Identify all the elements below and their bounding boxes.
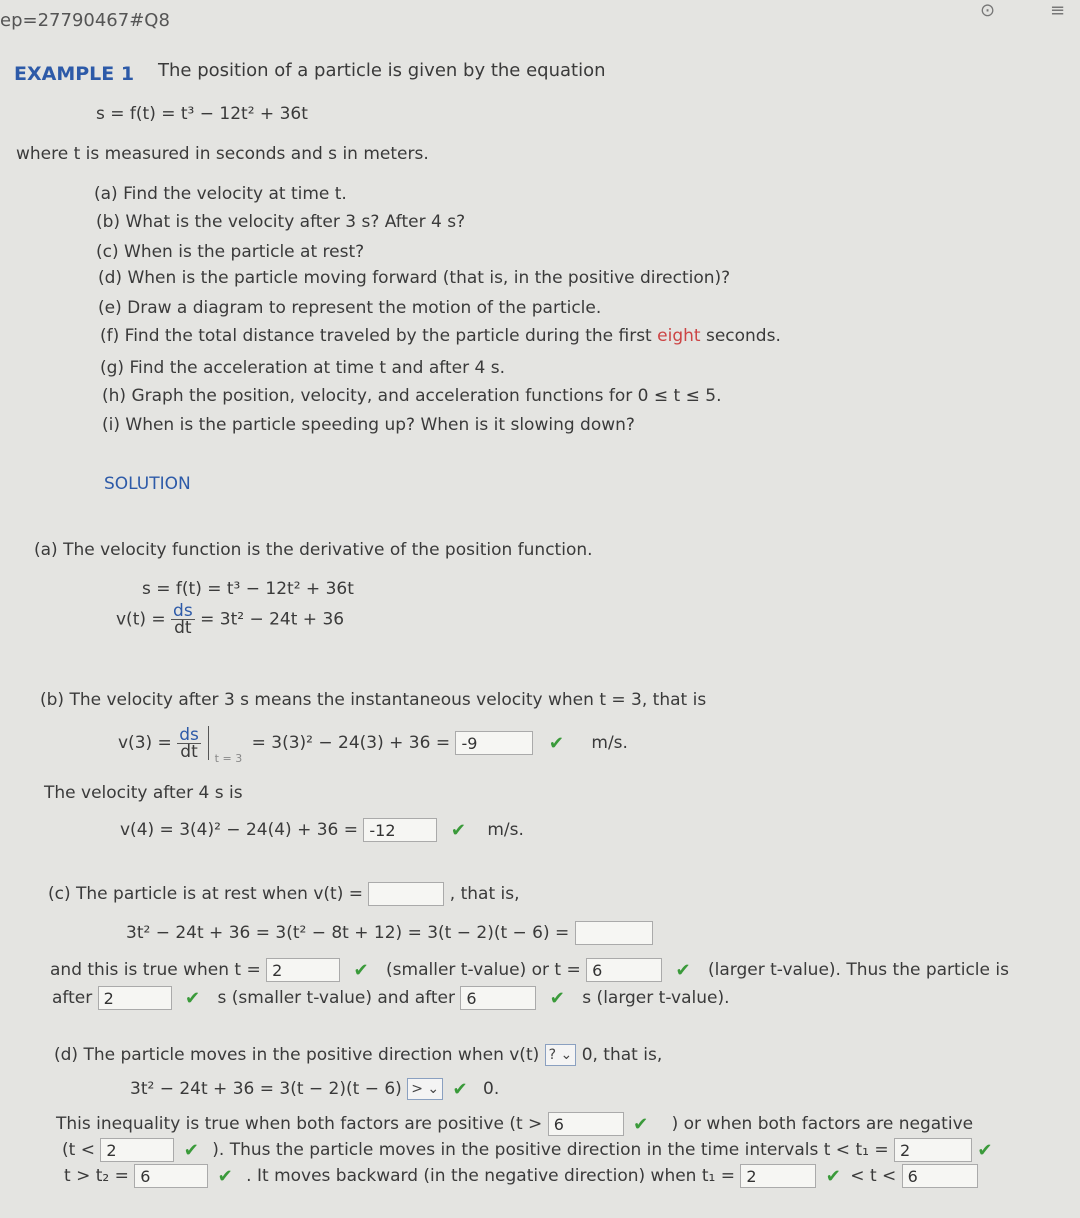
check-icon: ✔ xyxy=(452,1078,468,1100)
sol-d-line3 xyxy=(56,1112,973,1136)
frac-num-b: ds xyxy=(179,724,199,745)
sol-c-tail: , that is, xyxy=(449,884,520,904)
part-g: (g) Find the acceleration at time t and after 4 s. xyxy=(100,358,505,378)
part-h: (h) Graph the position, velocity, and acceleration functions for 0 ≤ t ≤ 5. xyxy=(102,386,722,406)
sol-a-eq1: s = f(t) = t³ − 12t² + 36t xyxy=(142,579,354,599)
sol-d-line3-b: ) or when both factors are negative xyxy=(671,1114,974,1134)
sol-c-line4 xyxy=(52,986,729,1010)
sol-b-eq2-text: v(4) = 3(4)² − 24(4) + 36 = xyxy=(120,820,358,840)
sol-d-eq-tail: 0. xyxy=(483,1079,500,1099)
answer-v3-input[interactable]: -9 xyxy=(455,731,533,755)
sol-d-line5 xyxy=(64,1164,978,1188)
check-icon: ✔ xyxy=(183,1139,199,1161)
frac-den-b: dt xyxy=(180,741,198,762)
sol-c-line3-a: and this is true when t = xyxy=(50,960,261,980)
answer-back2-input[interactable]: 6 xyxy=(902,1164,978,1188)
answer-pos-input[interactable]: 6 xyxy=(548,1112,624,1136)
sol-d-text: (d) The particle moves in the positive direction when v(t) xyxy=(54,1045,540,1065)
sol-d-line4-a: (t < xyxy=(62,1140,95,1160)
answer-zero-input[interactable] xyxy=(575,921,653,945)
sol-d-line5-b: . It moves backward (in the negative direction) when t₁ = xyxy=(246,1166,735,1186)
check-icon: ✔ xyxy=(217,1165,233,1187)
part-e: (e) Draw a diagram to represent the motion of the particle. xyxy=(98,298,602,318)
sol-d-line3-a: This inequality is true when both factors are positive (t > xyxy=(56,1114,543,1134)
part-b: (b) What is the velocity after 3 s? After 4 s? xyxy=(96,212,466,232)
answer-d-t1-input[interactable]: 2 xyxy=(894,1138,972,1162)
eval-sub: t = 3 xyxy=(214,752,243,765)
sol-c-line3-c: (larger t-value). Thus the particle is xyxy=(708,960,1009,980)
url-fragment: ep=27790467#Q8 xyxy=(0,10,170,31)
sol-a-eq2 xyxy=(116,603,344,636)
frac-num: ds xyxy=(173,601,193,621)
check-icon: ✔ xyxy=(977,1139,993,1161)
sol-d-line5-c: < t < xyxy=(850,1166,897,1186)
answer-d-t2-input[interactable]: 6 xyxy=(134,1164,208,1188)
unit-label: m/s. xyxy=(487,820,524,840)
sol-a-eq2-lhs: v(t) = xyxy=(116,609,166,630)
part-f-text: (f) Find the total distance traveled by the particle during the first xyxy=(100,326,652,346)
answer-after1-input[interactable]: 2 xyxy=(98,986,172,1010)
chevron-down-icon: ⌄ xyxy=(427,1081,440,1097)
inequality-select-1[interactable] xyxy=(545,1044,577,1066)
where-text: where t is measured in seconds and s in meters. xyxy=(16,144,429,164)
check-icon: ✔ xyxy=(548,732,564,754)
example-label: EXAMPLE 1 xyxy=(14,63,135,85)
sol-d-eq-text: 3t² − 24t + 36 = 3(t − 2)(t − 6) xyxy=(130,1079,402,1099)
part-i: (i) When is the particle speeding up? When is it slowing down? xyxy=(102,415,635,435)
sol-b-eq-rhs: = 3(3)² − 24(3) + 36 = xyxy=(251,733,451,753)
check-icon: ✔ xyxy=(825,1165,841,1187)
sol-d-line4-b: ). Thus the particle moves in the positive direction in the time intervals t < t₁ = xyxy=(212,1140,889,1160)
part-f-highlight: eight xyxy=(657,326,701,346)
sol-c-line4-a: after xyxy=(52,988,93,1008)
check-icon: ✔ xyxy=(353,959,369,981)
answer-t2-input[interactable]: 6 xyxy=(586,958,662,982)
sol-c-line3-b: (smaller t-value) or t = xyxy=(386,960,581,980)
sol-c-eq-text: 3t² − 24t + 36 = 3(t² − 8t + 12) = 3(t − 2)(t − 6) = xyxy=(126,923,570,943)
reference-icon[interactable]: ⊙ xyxy=(980,0,996,21)
unit-label: m/s. xyxy=(591,733,628,753)
sol-b-eq2 xyxy=(120,818,524,842)
frac-den: dt xyxy=(174,618,192,638)
derivative-fraction-b xyxy=(177,724,201,762)
check-icon: ✔ xyxy=(450,819,466,841)
sol-d-line1 xyxy=(54,1044,662,1066)
part-d: (d) When is the particle moving forward (that is, in the positive direction)? xyxy=(98,268,731,288)
sol-a-text: (a) The velocity function is the derivative of the position function. xyxy=(34,540,593,560)
sol-d-line5-a: t > t₂ = xyxy=(64,1166,129,1186)
sol-c-eq xyxy=(126,921,653,945)
derivative-fraction xyxy=(171,603,195,636)
sol-d-eq xyxy=(130,1078,499,1100)
select-1-value: ? xyxy=(548,1047,557,1063)
part-f-tail: seconds. xyxy=(705,326,781,346)
sol-b-eq-lhs: v(3) = xyxy=(118,733,172,753)
sol-c-line4-b: s (smaller t-value) and after xyxy=(217,988,455,1008)
chevron-down-icon: ⌄ xyxy=(560,1047,573,1063)
sol-c-line1 xyxy=(48,882,520,906)
solution-header[interactable]: SOLUTION xyxy=(104,474,191,494)
sol-c-line4-c: s (larger t-value). xyxy=(582,988,730,1008)
check-icon: ✔ xyxy=(185,987,201,1009)
sol-d-line4 xyxy=(62,1138,993,1162)
sol-d-tail: 0, that is, xyxy=(581,1045,663,1065)
check-icon: ✔ xyxy=(633,1113,649,1135)
answer-after2-input[interactable]: 6 xyxy=(460,986,536,1010)
menu-icon[interactable]: ≡ xyxy=(1050,0,1066,21)
sol-b-eq xyxy=(118,726,628,765)
answer-rest-input[interactable] xyxy=(368,882,444,906)
sol-b-text: (b) The velocity after 3 s means the instantaneous velocity when t = 3, that is xyxy=(40,690,707,710)
answer-neg-input[interactable]: 2 xyxy=(100,1138,174,1162)
answer-v4-input[interactable]: -12 xyxy=(363,818,437,842)
sol-b-text2: The velocity after 4 s is xyxy=(44,783,243,803)
part-a: (a) Find the velocity at time t. xyxy=(94,184,347,204)
check-icon: ✔ xyxy=(549,987,565,1009)
position-equation: s = f(t) = t³ − 12t² + 36t xyxy=(96,104,308,124)
sol-c-text: (c) The particle is at rest when v(t) = xyxy=(48,884,363,904)
answer-back1-input[interactable]: 2 xyxy=(740,1164,816,1188)
answer-t1-input[interactable]: 2 xyxy=(266,958,340,982)
sol-c-line3 xyxy=(50,958,1009,982)
example-intro: The position of a particle is given by the equation xyxy=(158,60,606,81)
select-2-value: > xyxy=(411,1081,423,1097)
part-c: (c) When is the particle at rest? xyxy=(96,242,365,262)
part-f xyxy=(100,326,781,346)
inequality-select-2[interactable] xyxy=(407,1078,443,1100)
check-icon: ✔ xyxy=(675,959,691,981)
sol-a-eq2-rhs: = 3t² − 24t + 36 xyxy=(200,609,345,630)
